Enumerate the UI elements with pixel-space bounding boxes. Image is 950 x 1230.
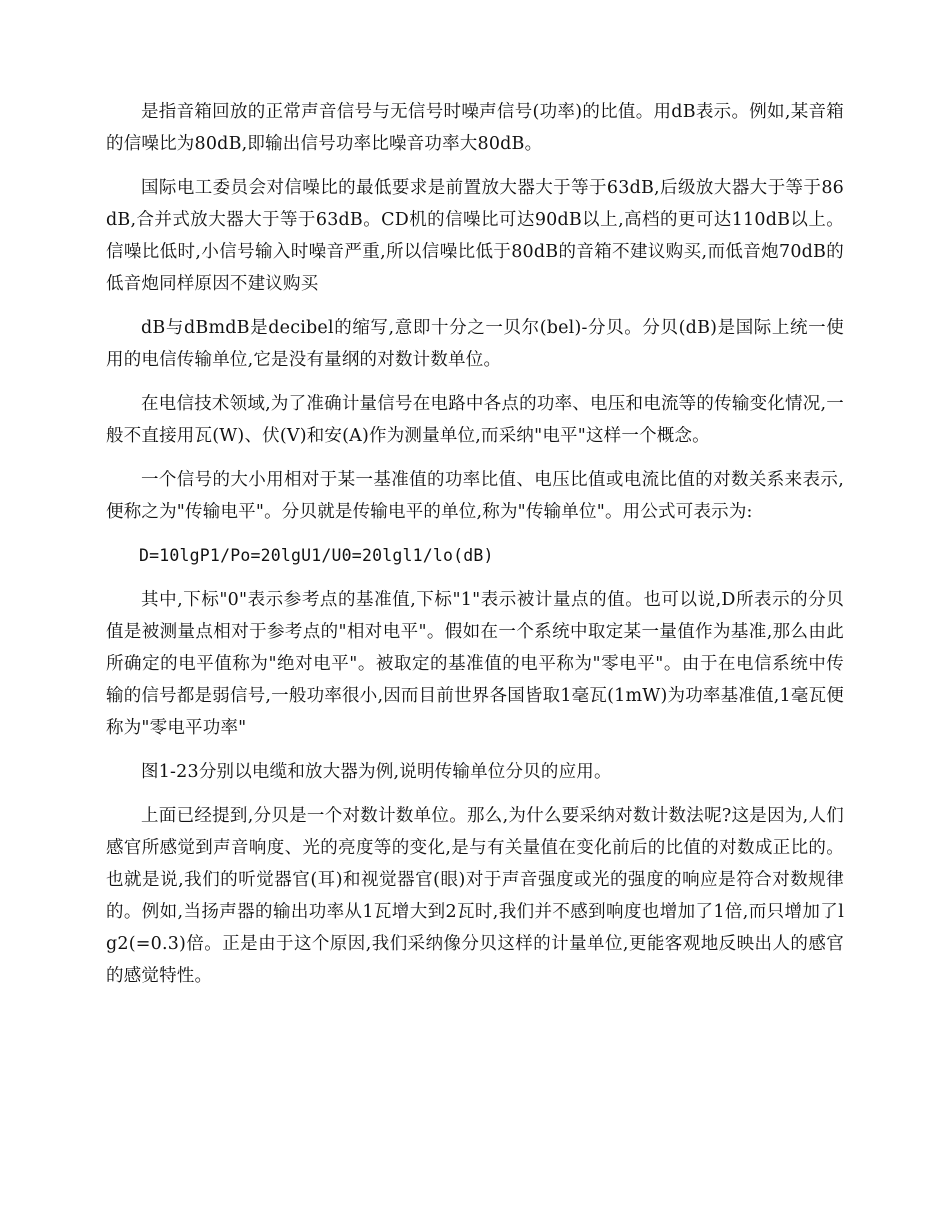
paragraph-reference-level: 其中,下标"0"表示参考点的基准值,下标"1"表示被计量点的值。也可以说,D所表示的分贝值是被测量点相对于参考点的"相对电平"。假如在一个系统中取定某一量值作为基准,那么由此所确定的电平值称为"绝对电平"。被取定的基准值的电平称为"零电平"。由于在电信系统中传输的信号都是弱信号,一般功率很小,因而目前世界各国皆取1毫瓦(1mW)为功率基准值,1毫瓦便称为"零电平功率": [106, 590, 844, 738]
paragraph-transmission-level: 一个信号的大小用相对于某一基准值的功率比值、电压比值或电流比值的对数关系来表示,便称之为"传输电平"。分贝就是传输电平的单位,称为"传输单位"。用公式可表示为:: [106, 470, 844, 522]
document-body: [106, 96, 844, 1004]
paragraph-logarithmic-reason: 上面已经提到,分贝是一个对数计数单位。那么,为什么要采纳对数计数法呢?这是因为,人们感官所感觉到声音响度、光的亮度等的变化,是与有关量值在变化前后的比值的对数成正比的。也就是说,我们的听觉器官(耳)和视觉器官(眼)对于声音强度或光的强度的响应是符合对数规律的。例如,当扬声器的输出功率从1瓦增大到2瓦时,我们并不感到响度也增加了1倍,而只增加了lg2(=0.3)倍。正是由于这个原因,我们采纳像分贝这样的计量单位,更能客观地反映出人的感官的感觉特性。: [106, 806, 844, 986]
paragraph-db-definition: dB与dBmdB是decibel的缩写,意即十分之一贝尔(bel)-分贝。分贝(dB)是国际上统一使用的电信传输单位,它是没有量纲的对数计数单位。: [106, 318, 844, 370]
formula-decibel: D=10lgP1/Po=20lgU1/U0=20lgl1/lo(dB): [139, 546, 494, 565]
paragraph-snr-requirements: 国际电工委员会对信噪比的最低要求是前置放大器大于等于63dB,后级放大器大于等于86dB,合并式放大器大于等于63dB。CD机的信噪比可达90dB以上,高档的更可达110dB以上。信噪比低时,小信号输入时噪音严重,所以信噪比低于80dB的音箱不建议购买,而低音炮70dB的低音炮同样原因不建议购买: [106, 178, 844, 294]
paragraph-snr-definition: 是指音箱回放的正常声音信号与无信号时噪声信号(功率)的比值。用dB表示。例如,某音箱的信噪比为80dB,即输出信号功率比噪音功率大80dB。: [106, 102, 844, 154]
paragraph-figure-reference: 图1-23分别以电缆和放大器为例,说明传输单位分贝的应用。: [141, 762, 612, 782]
paragraph-telecom-level: 在电信技术领域,为了准确计量信号在电路中各点的功率、电压和电流等的传输变化情况,一般不直接用瓦(W)、伏(V)和安(A)作为测量单位,而采纳"电平"这样一个概念。: [106, 394, 844, 446]
